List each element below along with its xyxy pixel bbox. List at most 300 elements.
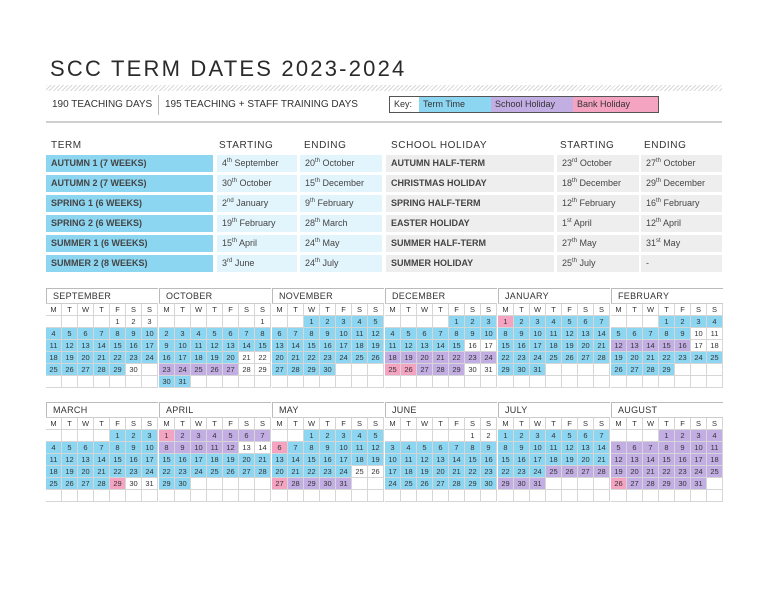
calendar-day: 14 [433,340,449,352]
calendar-day: 4 [546,316,562,328]
weekday-label: T [433,304,449,316]
calendar-day: 8 [498,442,514,454]
calendar-empty-cell [498,490,514,502]
calendar-day: 19 [611,352,627,364]
calendar-empty-cell [78,316,94,328]
calendar-day: 25 [707,466,723,478]
calendar-day: 5 [207,328,223,340]
calendar-day: 10 [481,328,497,340]
header-term-ending: ENDING [304,140,347,151]
weekday-label: T [627,304,643,316]
weekday-label: W [417,304,433,316]
month-grid [272,303,384,388]
weekday-label: T [401,304,417,316]
calendar-empty-cell [175,490,191,502]
calendar-day: 19 [368,340,384,352]
calendar-empty-cell [385,316,401,328]
calendar-empty-cell [594,478,610,490]
calendar-day: 5 [368,316,384,328]
weekday-label: S [255,418,271,430]
calendar-day: 13 [417,340,433,352]
calendar-day: 18 [46,466,62,478]
weekday-label: W [304,418,320,430]
calendar-empty-cell [239,316,255,328]
month-march [46,402,158,502]
calendar-day: 23 [159,364,175,376]
calendar-empty-cell [368,364,384,376]
calendar-day: 7 [449,442,465,454]
calendar-day: 21 [433,352,449,364]
calendar-day: 6 [433,442,449,454]
calendar-day: 3 [142,430,158,442]
weekday-label: T [94,418,110,430]
calendar-day: 24 [530,466,546,478]
calendar-day: 16 [126,454,142,466]
calendar-empty-cell [191,316,207,328]
calendar-day: 21 [594,340,610,352]
calendar-day: 29 [498,364,514,376]
calendar-day: 27 [239,466,255,478]
calendar-day: 12 [417,454,433,466]
calendar-day: 1 [498,430,514,442]
calendar-day: 24 [336,352,352,364]
calendar-day: 29 [304,364,320,376]
weekday-label: S [594,304,610,316]
calendar-day: 30 [675,478,691,490]
calendar-day: 6 [78,328,94,340]
weekday-label: F [110,304,126,316]
calendar-day: 17 [481,340,497,352]
calendar-empty-cell [336,376,352,388]
month-august [611,402,723,502]
holiday-name: SUMMER HALF-TERM [386,235,554,252]
decorative-hatch [46,85,722,91]
calendar-day: 6 [239,430,255,442]
calendar-empty-cell [546,376,562,388]
calendar-day: 26 [62,478,78,490]
calendar-day: 20 [578,454,594,466]
calendar-day: 23 [675,466,691,478]
calendar-day: 14 [643,454,659,466]
calendar-empty-cell [62,490,78,502]
term-end: 24th July [300,255,382,272]
calendar-day: 17 [691,340,707,352]
weekday-label: F [562,304,578,316]
calendar-day: 9 [481,442,497,454]
calendar-empty-cell [62,376,78,388]
calendar-empty-cell [562,478,578,490]
calendar-day: 25 [352,352,368,364]
calendar-day: 11 [546,442,562,454]
weekday-label: S [255,304,271,316]
holiday-name: AUTUMN HALF-TERM [386,155,554,172]
weekday-label: M [272,418,288,430]
calendar-day: 28 [643,364,659,376]
weekday-label: F [223,304,239,316]
calendar-empty-cell [611,430,627,442]
calendar-day: 3 [175,328,191,340]
calendar-day: 1 [465,430,481,442]
calendar-day: 14 [94,454,110,466]
calendar-day: 9 [126,328,142,340]
calendar-day: 8 [159,442,175,454]
calendar-empty-cell [514,376,530,388]
header-term-starting: STARTING [219,140,274,151]
calendar-day: 19 [562,454,578,466]
calendar-day: 7 [288,442,304,454]
key-term-time: Term Time [419,97,491,112]
calendar-day: 20 [433,466,449,478]
calendar-empty-cell [368,376,384,388]
calendar-day: 25 [352,466,368,478]
calendar-empty-cell [46,316,62,328]
weekday-label: T [514,418,530,430]
calendar-day: 30 [514,478,530,490]
calendar-day: 7 [433,328,449,340]
weekday-label: S [707,418,723,430]
calendar-day: 24 [142,466,158,478]
calendar-day: 18 [707,454,723,466]
calendar-empty-cell [449,490,465,502]
calendar-day: 19 [62,466,78,478]
calendar-empty-cell [611,376,627,388]
weekday-label: W [530,304,546,316]
month-july [498,402,610,502]
calendar-empty-cell [691,490,707,502]
calendar-day: 5 [62,442,78,454]
calendar-day: 31 [481,364,497,376]
calendar-day: 18 [707,340,723,352]
calendar-day: 12 [401,340,417,352]
term-name: AUTUMN 1 (7 WEEKS) [46,155,213,172]
calendar-day: 26 [562,466,578,478]
calendar-day: 19 [562,340,578,352]
calendar-empty-cell [272,430,288,442]
calendar-day: 3 [336,316,352,328]
calendar-day: 2 [675,316,691,328]
calendar-empty-cell [562,376,578,388]
calendar-day: 14 [288,454,304,466]
calendar-empty-cell [562,364,578,376]
calendar-day: 5 [611,442,627,454]
calendar-empty-cell [126,490,142,502]
calendar-day: 24 [191,466,207,478]
calendar-day: 13 [272,454,288,466]
month-name: MARCH [46,402,158,417]
calendar-day: 12 [562,328,578,340]
holiday-end: 31st May [641,235,722,252]
calendar-day: 9 [320,328,336,340]
month-grid [272,417,384,502]
calendar-day: 11 [352,442,368,454]
term-end: 24th May [300,235,382,252]
calendar-day: 26 [562,352,578,364]
calendar-empty-cell [94,490,110,502]
calendar-empty-cell [707,490,723,502]
calendar-day: 8 [659,442,675,454]
calendar-day: 6 [627,328,643,340]
calendar-day: 21 [94,352,110,364]
calendar-empty-cell [578,364,594,376]
calendar-day: 11 [707,442,723,454]
calendar-empty-cell [352,376,368,388]
calendar-empty-cell [401,490,417,502]
weekday-label: T [175,304,191,316]
calendar-day: 11 [46,454,62,466]
month-name: OCTOBER [159,288,271,303]
calendar-empty-cell [530,376,546,388]
calendar-day: 29 [110,364,126,376]
calendar-day: 18 [207,454,223,466]
calendar-day: 16 [514,454,530,466]
calendar-day: 25 [385,364,401,376]
calendar-empty-cell [255,376,271,388]
calendar-day: 28 [94,364,110,376]
calendar-day: 10 [530,328,546,340]
calendar-empty-cell [401,316,417,328]
calendar-day: 10 [691,328,707,340]
calendar-day: 21 [239,352,255,364]
calendar-day: 8 [659,328,675,340]
weekday-label: M [272,304,288,316]
month-name: DECEMBER [385,288,497,303]
calendar-day: 17 [175,352,191,364]
calendar-day: 26 [611,364,627,376]
calendar-day: 28 [449,478,465,490]
calendar-day: 20 [578,340,594,352]
month-june [385,402,497,502]
calendar-empty-cell [207,316,223,328]
calendar-day: 2 [514,316,530,328]
calendar-day: 22 [255,352,271,364]
calendar-day: 10 [336,328,352,340]
calendar-day: 15 [110,340,126,352]
holiday-end: 12th April [641,215,722,232]
calendar-empty-cell [207,376,223,388]
header-holiday-starting: STARTING [560,140,615,151]
calendar-day: 4 [207,430,223,442]
calendar-empty-cell [611,490,627,502]
term-start: 19th February [217,215,297,232]
weekday-label: S [465,418,481,430]
calendar-day: 21 [594,454,610,466]
term-start: 4th September [217,155,297,172]
calendar-day: 20 [78,466,94,478]
calendar-empty-cell [417,430,433,442]
calendar-day: 29 [159,478,175,490]
holiday-name: SUMMER HOLIDAY [386,255,554,272]
calendar-empty-cell [272,376,288,388]
calendar-day: 5 [611,328,627,340]
calendar-day: 1 [659,430,675,442]
calendar-day: 4 [707,430,723,442]
calendar-day: 20 [272,466,288,478]
calendar-day: 7 [594,430,610,442]
calendar-empty-cell [223,478,239,490]
calendar-day: 11 [207,442,223,454]
calendar-day: 4 [546,430,562,442]
teaching-staff-days: 195 TEACHING + STAFF TRAINING DAYS [158,95,358,115]
calendar-day: 16 [465,340,481,352]
calendar-day: 19 [611,466,627,478]
calendar-day: 27 [433,478,449,490]
calendar-empty-cell [675,490,691,502]
calendar-day: 2 [126,316,142,328]
calendar-empty-cell [465,490,481,502]
calendar-day: 1 [659,316,675,328]
calendar-day: 8 [449,328,465,340]
calendar-day: 1 [304,430,320,442]
calendar-day: 11 [385,340,401,352]
calendar-day: 9 [465,328,481,340]
calendar-day: 6 [627,442,643,454]
calendar-day: 30 [514,364,530,376]
calendar-day: 7 [594,316,610,328]
weekday-label: W [78,304,94,316]
calendar-day: 17 [385,466,401,478]
calendar-day: 27 [272,364,288,376]
calendar-day: 29 [110,478,126,490]
calendar-empty-cell [191,478,207,490]
calendar-day: 5 [417,442,433,454]
calendar-day: 4 [46,442,62,454]
weekday-label: T [288,304,304,316]
calendar-empty-cell [594,490,610,502]
weekday-label: W [304,304,320,316]
calendar-day: 31 [142,478,158,490]
calendar-day: 25 [191,364,207,376]
calendar-empty-cell [368,490,384,502]
calendar-empty-cell [401,430,417,442]
calendar-day: 1 [110,430,126,442]
calendar-empty-cell [546,490,562,502]
weekday-label: S [239,304,255,316]
calendar-day: 19 [417,466,433,478]
weekday-label: W [191,418,207,430]
weekday-label: T [433,418,449,430]
holiday-start: 12th February [557,195,639,212]
calendar-day: 9 [126,442,142,454]
calendar-day: 30 [175,478,191,490]
calendar-day: 1 [159,430,175,442]
calendar-day: 13 [223,340,239,352]
calendar-day: 15 [498,340,514,352]
calendar-day: 7 [288,328,304,340]
calendar-day: 23 [465,352,481,364]
weekday-label: S [352,304,368,316]
calendar-day: 21 [643,466,659,478]
calendar-day: 8 [304,442,320,454]
weekday-label: T [207,304,223,316]
weekday-label: T [207,418,223,430]
calendar-day: 13 [78,454,94,466]
calendar-empty-cell [239,376,255,388]
calendar-day: 11 [401,454,417,466]
calendar-day: 30 [320,478,336,490]
calendar-day: 4 [352,316,368,328]
calendar-day: 25 [546,466,562,478]
term-start: 30th October [217,175,297,192]
weekday-label: T [320,304,336,316]
calendar-day: 22 [465,466,481,478]
calendar-day: 2 [159,328,175,340]
calendar-day: 24 [481,352,497,364]
calendar-empty-cell [175,316,191,328]
calendar-empty-cell [401,376,417,388]
calendar-day: 25 [46,364,62,376]
month-name: FEBRUARY [611,288,723,303]
calendar-day: 3 [691,430,707,442]
calendar-day: 10 [191,442,207,454]
holiday-end: - [641,255,722,272]
calendar-empty-cell [546,364,562,376]
month-january [498,288,610,388]
weekday-label: M [46,304,62,316]
calendar-day: 10 [336,442,352,454]
calendar-empty-cell [239,478,255,490]
calendar-day: 20 [223,352,239,364]
calendar-empty-cell [320,490,336,502]
calendar-day: 8 [498,328,514,340]
calendar-day: 27 [578,466,594,478]
calendar-day: 28 [288,364,304,376]
calendar-day: 26 [368,466,384,478]
key-bank-holiday: Bank Holiday [573,97,658,112]
summary-bar [46,95,722,123]
weekday-label: W [417,418,433,430]
calendar-day: 10 [142,328,158,340]
calendar-day: 3 [142,316,158,328]
calendar-empty-cell [481,490,497,502]
calendar-empty-cell [94,376,110,388]
calendar-day: 31 [530,364,546,376]
weekday-label: M [385,304,401,316]
weekday-label: W [643,418,659,430]
weekday-label: T [514,304,530,316]
calendar-day: 22 [498,466,514,478]
calendar-empty-cell [239,490,255,502]
calendar-day: 24 [530,352,546,364]
calendar-day: 16 [320,340,336,352]
calendar-day: 19 [207,352,223,364]
calendar-day: 31 [691,478,707,490]
holiday-name: SPRING HALF-TERM [386,195,554,212]
calendar-day: 19 [223,454,239,466]
calendar-empty-cell [385,490,401,502]
calendar-day: 25 [401,478,417,490]
calendar-day: 28 [94,478,110,490]
calendar-day: 30 [481,478,497,490]
calendar-day: 24 [175,364,191,376]
calendar-day: 31 [175,376,191,388]
term-name: SPRING 1 (6 WEEKS) [46,195,213,212]
calendar-day: 30 [465,364,481,376]
calendar-empty-cell [223,490,239,502]
calendar-day: 21 [288,352,304,364]
header-term: TERM [51,140,82,151]
calendar-day: 5 [562,430,578,442]
calendar-day: 17 [530,340,546,352]
key-school-holiday: School Holiday [491,97,573,112]
calendar-day: 16 [175,454,191,466]
weekday-label: S [481,418,497,430]
calendar-empty-cell [288,376,304,388]
weekday-label: S [707,304,723,316]
calendar-day: 14 [288,340,304,352]
calendar-day: 27 [578,352,594,364]
calendar-empty-cell [433,430,449,442]
calendar-empty-cell [320,376,336,388]
